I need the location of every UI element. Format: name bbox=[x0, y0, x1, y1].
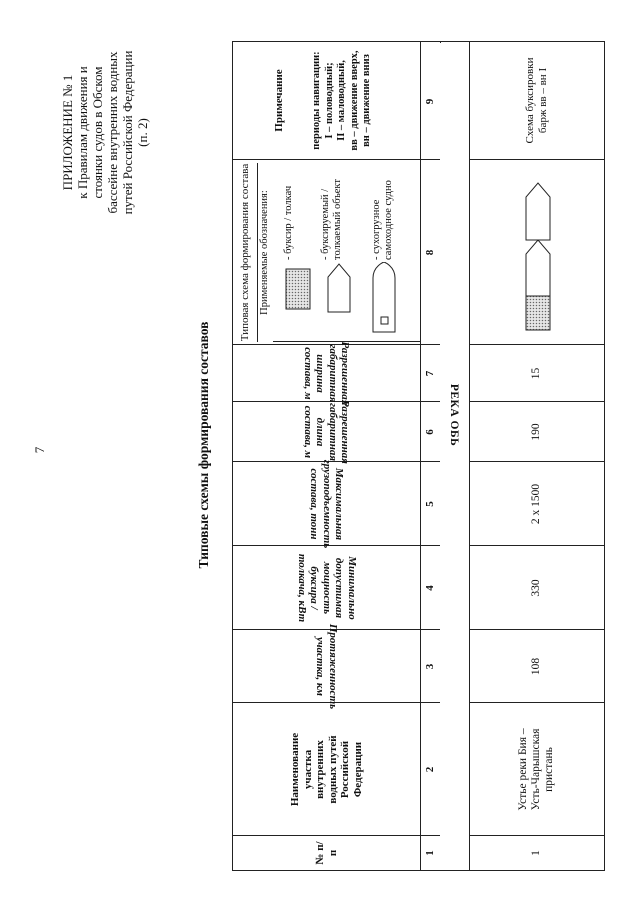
barge-icon bbox=[526, 183, 550, 240]
appendix-line: (п. 2) bbox=[135, 118, 150, 147]
tug-icon bbox=[526, 296, 550, 330]
header-no: № п/п bbox=[314, 841, 339, 865]
legend-dry-cargo-ship: - сухогрузное самоходное судно bbox=[371, 180, 394, 260]
row-no: 1 bbox=[530, 850, 542, 856]
ship-cabin-icon bbox=[381, 317, 388, 324]
appendix-line: к Правилам движения и bbox=[75, 66, 90, 199]
page-number: 7 bbox=[32, 446, 47, 454]
row-note: Схема буксировки барж вв – вн I bbox=[523, 57, 549, 144]
column-number: 5 bbox=[424, 501, 436, 507]
legend-barge: - буксируемый / толкаемый объект bbox=[320, 179, 343, 260]
appendix-line: бассейне внутренних водных bbox=[105, 51, 120, 214]
note-period-line: I – половодный; bbox=[323, 62, 335, 139]
column-number: 7 bbox=[424, 370, 436, 377]
header-scheme: Типовая схема формирования состава bbox=[238, 163, 251, 342]
river-section-label: РЕКА ОБЬ bbox=[448, 383, 460, 447]
barge-icon bbox=[526, 240, 550, 296]
formation-table bbox=[232, 41, 605, 871]
header-note-periods bbox=[311, 43, 374, 158]
note-period-line: вн – движение вниз bbox=[361, 54, 372, 147]
column-number: 4 bbox=[424, 585, 436, 591]
row-max-capacity: 2 х 1500 bbox=[530, 483, 542, 525]
appendix-line: стоянки судов в Обском bbox=[90, 66, 105, 199]
legend-tug: - буксир / толкач bbox=[283, 185, 294, 260]
note-period-line: периоды навигации: bbox=[311, 51, 322, 150]
tug-icon bbox=[286, 269, 310, 309]
header-length-m: Разрешенная габаритная длина состава, м bbox=[302, 400, 352, 464]
row-length-km: 108 bbox=[530, 657, 542, 676]
note-period-line: вв – движение вверх, bbox=[348, 50, 360, 151]
row-min-power: 330 bbox=[530, 579, 542, 597]
row-section-name: Устье реки Бия – Усть-Чарышская пристань bbox=[517, 728, 555, 811]
row-length-m: 190 bbox=[530, 423, 542, 441]
header-section-name: Наименование участка внутренних водных путей Российской Федерации bbox=[289, 732, 364, 807]
appendix-line: ПРИЛОЖЕНИЕ № 1 bbox=[60, 74, 75, 191]
appendix-line: путей Российской Федерации bbox=[120, 50, 135, 215]
convoy-scheme bbox=[469, 165, 604, 340]
header-min-power: Минимально допустимая мощность буксира / толкача, кВт bbox=[295, 553, 358, 623]
column-number: 3 bbox=[424, 663, 436, 670]
column-number: 6 bbox=[424, 429, 436, 435]
column-number: 2 bbox=[424, 766, 436, 773]
header-width-m: Разрешенная габаритная ширина состава, м bbox=[302, 341, 352, 406]
legend-title: Применяемые обозначения: bbox=[259, 190, 270, 315]
column-number: 9 bbox=[424, 98, 436, 105]
row-width-m: 15 bbox=[530, 367, 542, 380]
legend-symbols bbox=[273, 262, 420, 342]
document-title: Типовые схемы формирования составов bbox=[196, 321, 211, 569]
column-number: 1 bbox=[424, 850, 436, 856]
header-length-km: Протяженность участка, км bbox=[314, 623, 339, 710]
barge-icon bbox=[328, 264, 350, 312]
header-max-capacity: Максимальная грузоподъемность состава, тонн bbox=[308, 459, 346, 549]
note-period-line: II – маловодный, bbox=[336, 60, 347, 141]
appendix-block bbox=[60, 20, 150, 245]
column-number: 8 bbox=[424, 249, 436, 256]
header-note: Примечание bbox=[273, 69, 285, 132]
